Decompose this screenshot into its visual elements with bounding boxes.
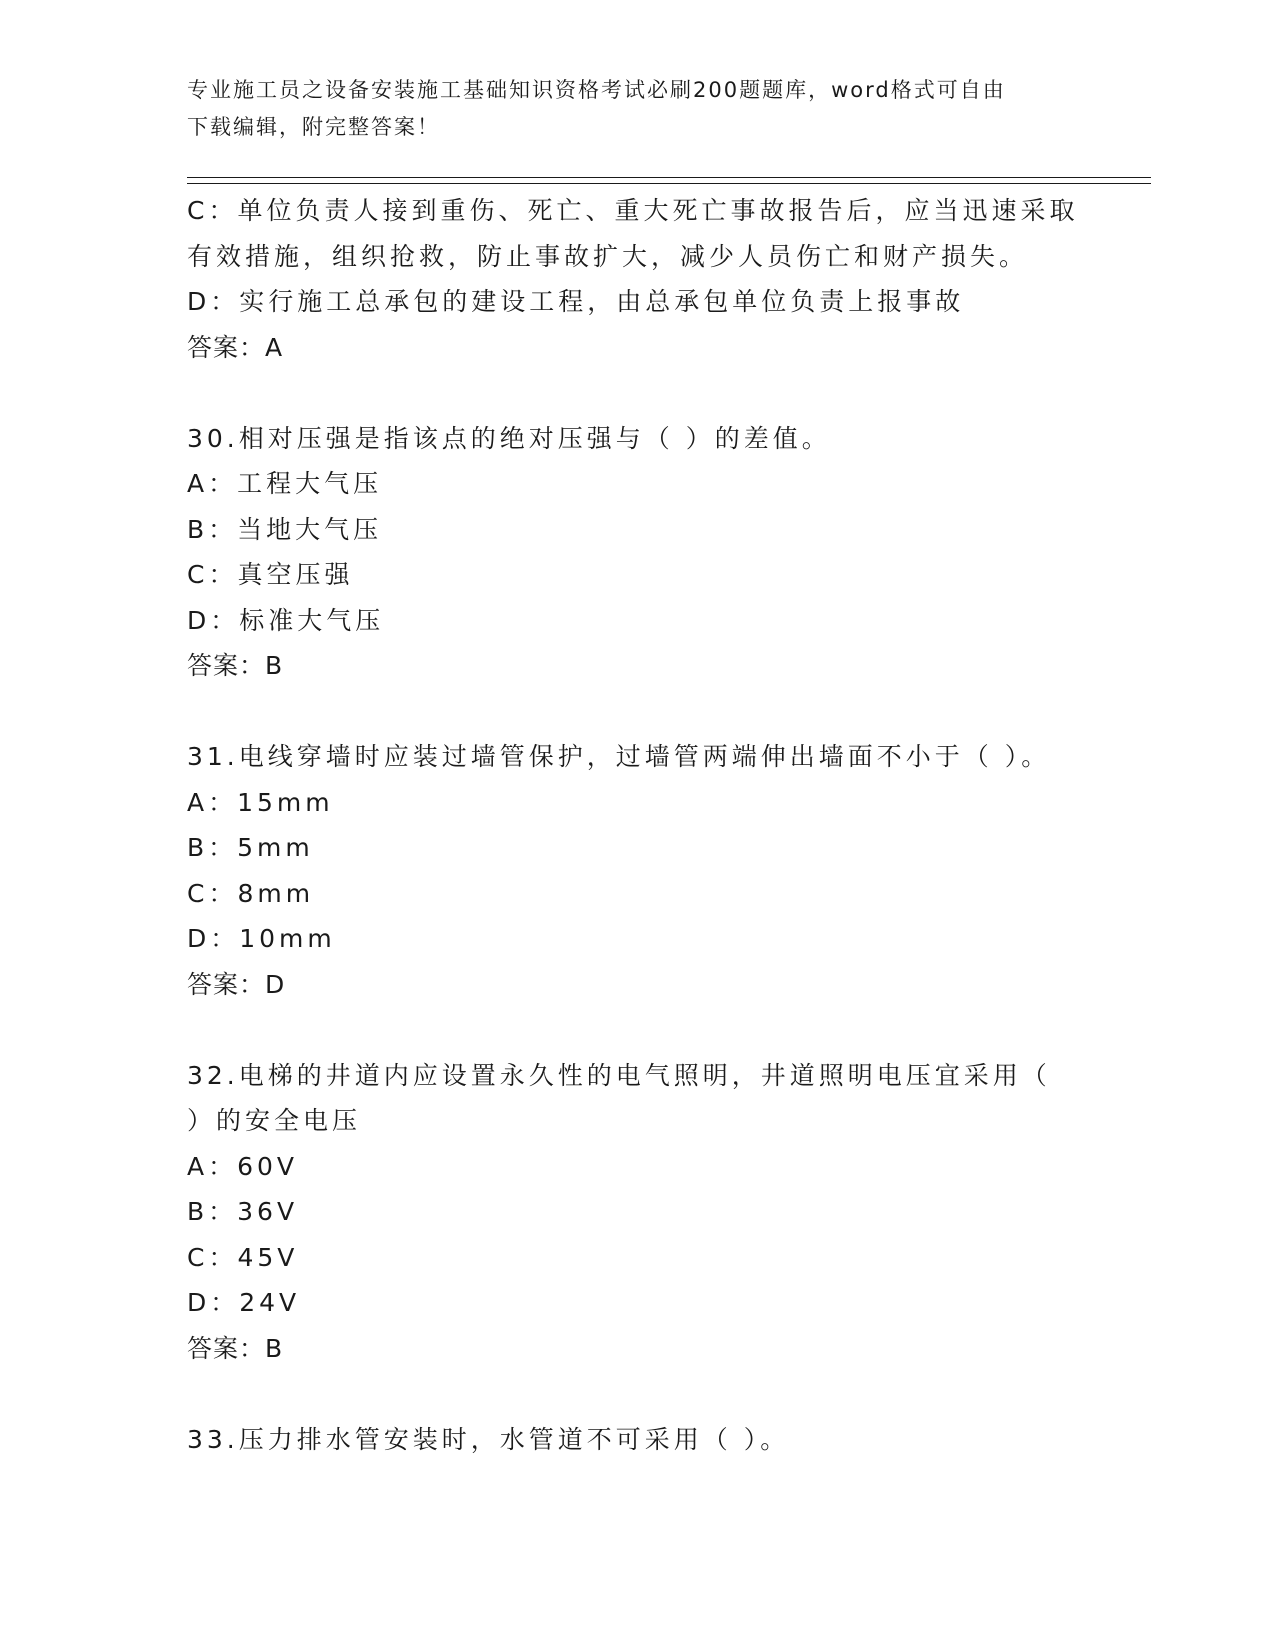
option-c: C：45V — [187, 1242, 299, 1272]
answer-line: 答案：D — [187, 969, 286, 999]
header-divider-top — [187, 177, 1151, 178]
header-title-line-1: 专业施工员之设备安装施工基础知识资格考试必刷200题题库，word格式可自由 — [187, 78, 1006, 102]
question-32 — [187, 1053, 1117, 1372]
question-31 — [187, 734, 1117, 1007]
option-c-line-2: 有效措施，组织抢救，防止事故扩大，减少人员伤亡和财产损失。 — [187, 241, 1029, 271]
option-a: A：60V — [187, 1151, 299, 1181]
option-b: B：36V — [187, 1197, 299, 1226]
option-d: D：24V — [187, 1288, 301, 1317]
answer-line: 答案：A — [187, 332, 284, 362]
answer-line: 答案：B — [187, 1333, 284, 1363]
option-d: D：实行施工总承包的建设工程，由总承包单位负责上报事故 — [187, 287, 965, 316]
header-title-line-2: 下载编辑，附完整答案！ — [187, 115, 440, 139]
spacer — [187, 1371, 1117, 1417]
question-30 — [187, 416, 1117, 689]
answer-line: 答案：B — [187, 651, 284, 680]
document-header — [187, 72, 1067, 146]
spacer — [187, 370, 1117, 416]
spacer — [187, 689, 1117, 735]
header-divider-bottom — [187, 183, 1151, 184]
option-b: B：当地大气压 — [187, 514, 383, 544]
option-a: A：工程大气压 — [187, 469, 383, 498]
question-stem: 33.压力排水管安装时，水管道不可采用（ ）。 — [187, 1424, 790, 1454]
question-content — [187, 188, 1117, 1462]
option-a: A：15mm — [187, 787, 334, 817]
option-d: D：标准大气压 — [187, 605, 385, 635]
question-33 — [187, 1417, 1117, 1463]
option-b: B：5mm — [187, 833, 314, 862]
question-stem: 30.相对压强是指该点的绝对压强与（ ）的差值。 — [187, 423, 831, 453]
question-stem-line-2: ）的安全电压 — [187, 1106, 362, 1135]
option-c: C：8mm — [187, 878, 315, 908]
option-d: D：10mm — [187, 924, 336, 953]
option-c-line-1: C：单位负责人接到重伤、死亡、重大死亡事故报告后，应当迅速采取 — [187, 196, 1079, 225]
question-stem: 31.电线穿墙时应装过墙管保护，过墙管两端伸出墙面不小于（ ）。 — [187, 742, 1051, 771]
question-stem-line-1: 32.电梯的井道内应设置永久性的电气照明，井道照明电压宜采用（ — [187, 1060, 1051, 1090]
question-29-tail — [187, 188, 1117, 370]
option-c: C：真空压强 — [187, 560, 354, 589]
spacer — [187, 1007, 1117, 1053]
